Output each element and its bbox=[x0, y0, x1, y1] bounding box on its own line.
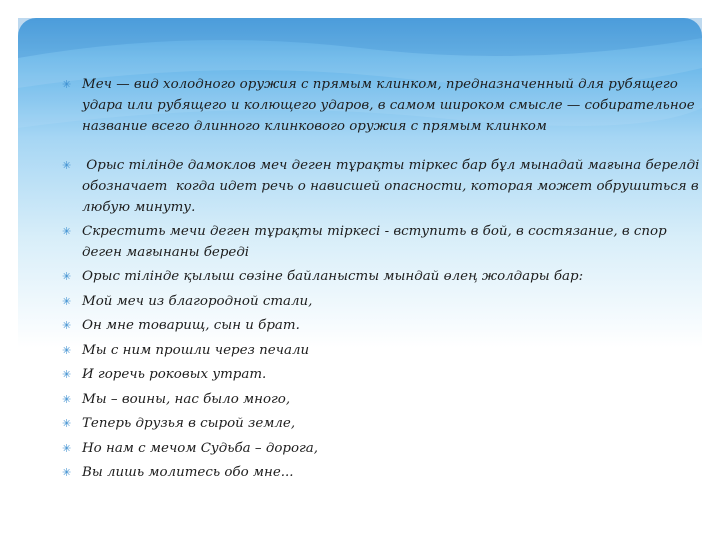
slide-panel bbox=[18, 18, 708, 518]
list-item-text: И горечь роковых утрат. bbox=[82, 367, 267, 382]
list-item bbox=[62, 266, 702, 287]
list-item bbox=[62, 413, 702, 434]
star-bullet-icon: ✳ bbox=[62, 392, 72, 406]
star-bullet-icon: ✳ bbox=[62, 159, 72, 172]
star-bullet-icon: ✳ bbox=[62, 225, 72, 238]
list-item bbox=[62, 221, 702, 263]
list-item bbox=[62, 389, 702, 410]
star-bullet-icon: ✳ bbox=[62, 417, 72, 430]
list-item-text: Теперь друзья в сырой земле, bbox=[82, 416, 296, 431]
list-item bbox=[62, 155, 708, 218]
star-bullet-icon: ✳ bbox=[62, 294, 72, 308]
list-item-text: Скрестить мечи деген тұрақты тіркесі - вступить в бой, в состязание, в спор деген мағынаны береді bbox=[82, 224, 667, 260]
star-bullet-icon: ✳ bbox=[62, 441, 72, 455]
list-item-text: Мы с ним прошли через печали bbox=[82, 342, 310, 358]
list-item-text: Но нам с мечом Судьба – дорога, bbox=[82, 440, 319, 456]
list-item bbox=[62, 364, 702, 385]
star-bullet-icon: ✳ bbox=[62, 368, 72, 381]
list-item bbox=[62, 438, 702, 459]
star-bullet-icon: ✳ bbox=[62, 319, 72, 332]
star-bullet-icon: ✳ bbox=[62, 466, 72, 479]
list-item-text: Меч — вид холодного оружия с прямым клинком, предназначенный для рубящего удара или рубящего и колющего ударов, в самом широком смысле — собирательное название всего длинного клинкового оружия с прямым клинком bbox=[82, 77, 695, 134]
list-item-text: Мы – воины, нас было много, bbox=[82, 391, 291, 407]
list-item bbox=[62, 74, 702, 137]
star-bullet-icon: ✳ bbox=[62, 78, 72, 91]
star-bullet-icon: ✳ bbox=[62, 343, 72, 357]
list-item-text: Орыс тілінде дамоклов меч деген тұрақты тіркес бар бұл мынадай мағына берелді обозначает когда идет речь о нависшей опасности, которая может обрушиться в любую минуту. bbox=[82, 158, 708, 215]
list-item-text: Он мне товарищ, сын и брат. bbox=[82, 318, 300, 333]
list-item-text: Орыс тілінде қылыш сөзіне байланысты мындай өлең жолдары бар: bbox=[82, 269, 584, 284]
list-item-text: Вы лишь молитесь обо мне... bbox=[82, 465, 294, 480]
list-item bbox=[62, 462, 702, 483]
star-bullet-icon: ✳ bbox=[62, 270, 72, 283]
list-item bbox=[62, 291, 702, 312]
bullet-list bbox=[62, 74, 708, 487]
list-item-text: Мой меч из благородной стали, bbox=[82, 293, 313, 309]
list-item bbox=[62, 340, 702, 361]
list-item bbox=[62, 315, 702, 336]
